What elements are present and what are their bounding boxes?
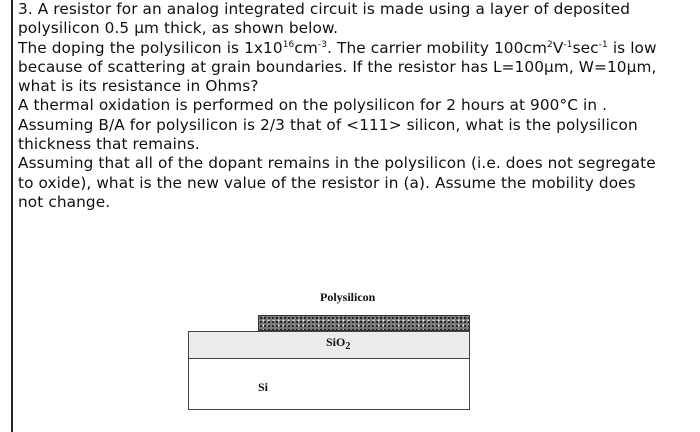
mobility-volt: V	[552, 38, 564, 57]
doping-exponent: 16	[282, 39, 295, 50]
problem-line-9: Assuming that all of the dopant remains in the polysilicon (i.e. does not segregate	[18, 154, 656, 173]
doping-unit-exponent: -3	[317, 39, 328, 50]
problem-line-10: to oxide), what is the new value of the resistor in (a). Assume the mobility does	[18, 173, 636, 192]
si-substrate-layer	[188, 358, 470, 410]
doping-text: The doping the polysilicon is 1x10	[18, 38, 283, 57]
problem-line-2: polysilicon 0.5 μm thick, as shown below.	[18, 19, 339, 38]
doping-unit: cm	[294, 38, 318, 57]
sio2-label	[326, 335, 350, 350]
polysilicon-layer	[258, 315, 470, 331]
problem-line-8: thickness that remains.	[18, 135, 200, 154]
problem-line-5: what is its resistance in Ohms?	[18, 77, 259, 96]
sio2-label-main: SiO	[326, 335, 346, 349]
problem-line-11: not change.	[18, 192, 111, 211]
mobility-cm-exponent: 2	[546, 39, 553, 50]
mobility-sec-exponent: -1	[598, 39, 608, 50]
mobility-sec: sec	[572, 38, 599, 57]
mobility-tail: is low	[607, 38, 657, 57]
polysilicon-label: Polysilicon	[320, 290, 376, 304]
mobility-volt-exponent: -1	[563, 39, 573, 50]
sio2-label-subscript: 2	[345, 341, 351, 352]
problem-line-6: A thermal oxidation is performed on the polysilicon for 2 hours at 900°C in .	[18, 96, 608, 115]
problem-line-1: 3. A resistor for an analog integrated circuit is made using a layer of deposited	[18, 0, 631, 18]
mobility-text: . The carrier mobility 100cm	[327, 38, 547, 57]
problem-line-7: Assuming B/A for polysilicon is 2/3 that of <111> silicon, what is the polysilicon	[18, 115, 638, 134]
problem-line-4: because of scattering at grain boundaries. If the resistor has L=100μm, W=10μm,	[18, 57, 657, 76]
si-label: Si	[258, 380, 269, 394]
